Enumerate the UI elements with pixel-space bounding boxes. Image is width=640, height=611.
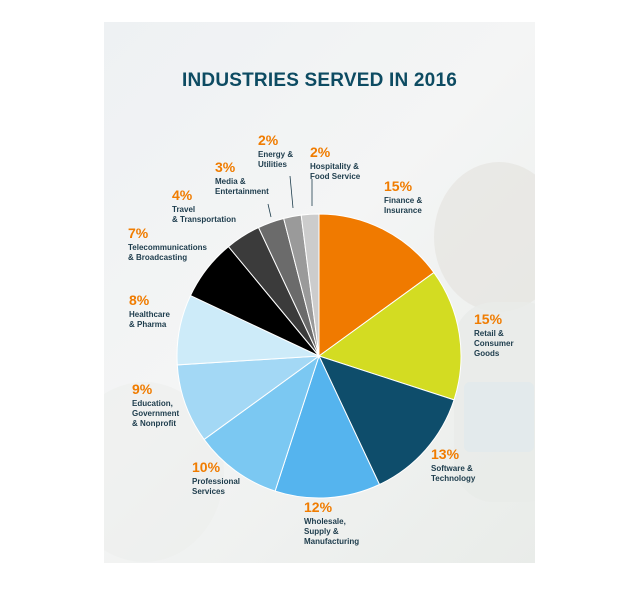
slice-percent: 13% [431, 446, 460, 462]
slice-label [304, 500, 359, 547]
slice-percent: 8% [129, 292, 150, 308]
slice-name: Telecommunications & Broadcasting [128, 243, 207, 262]
leader-line [268, 204, 271, 217]
slice-percent: 15% [384, 178, 413, 194]
pie-slices [177, 214, 461, 498]
slice-label [310, 145, 360, 182]
slice-percent: 4% [172, 187, 193, 203]
leader-lines [268, 176, 312, 217]
slice-percent: 2% [258, 132, 279, 148]
slice-label [384, 179, 422, 216]
slice-label [474, 312, 514, 359]
slice-percent: 2% [310, 144, 331, 160]
infographic-panel [104, 22, 535, 563]
slice-name: Healthcare & Pharma [129, 310, 170, 329]
chart-title: INDUSTRIES SERVED IN 2016 [182, 70, 457, 91]
slice-label [192, 460, 240, 497]
slice-label [258, 133, 293, 170]
slice-name: Energy & Utilities [258, 150, 294, 169]
slice-percent: 7% [128, 225, 149, 241]
slice-name: Software & Technology [431, 464, 476, 483]
slice-percent: 10% [192, 459, 221, 475]
slice-name: Media & Entertainment [215, 177, 269, 196]
slice-percent: 15% [474, 311, 503, 327]
slice-percent: 12% [304, 499, 333, 515]
slice-name: Travel & Transportation [172, 205, 237, 224]
slice-name: Finance & Insurance [384, 196, 423, 215]
slice-percent: 9% [132, 381, 153, 397]
slice-percent: 3% [215, 159, 236, 175]
leader-line [290, 176, 293, 208]
slice-name: Education, Government & Nonprofit [132, 399, 180, 428]
slice-name: Hospitality & Food Service [310, 162, 361, 181]
slice-label [431, 447, 475, 484]
slice-name: Retail & Consumer Goods [474, 329, 514, 358]
slice-name: Professional Services [192, 477, 241, 496]
slice-label [132, 382, 179, 429]
slice-name: Wholesale, Supply & Manufacturing [304, 517, 360, 546]
slice-label [128, 226, 207, 263]
slice-label [129, 293, 170, 330]
